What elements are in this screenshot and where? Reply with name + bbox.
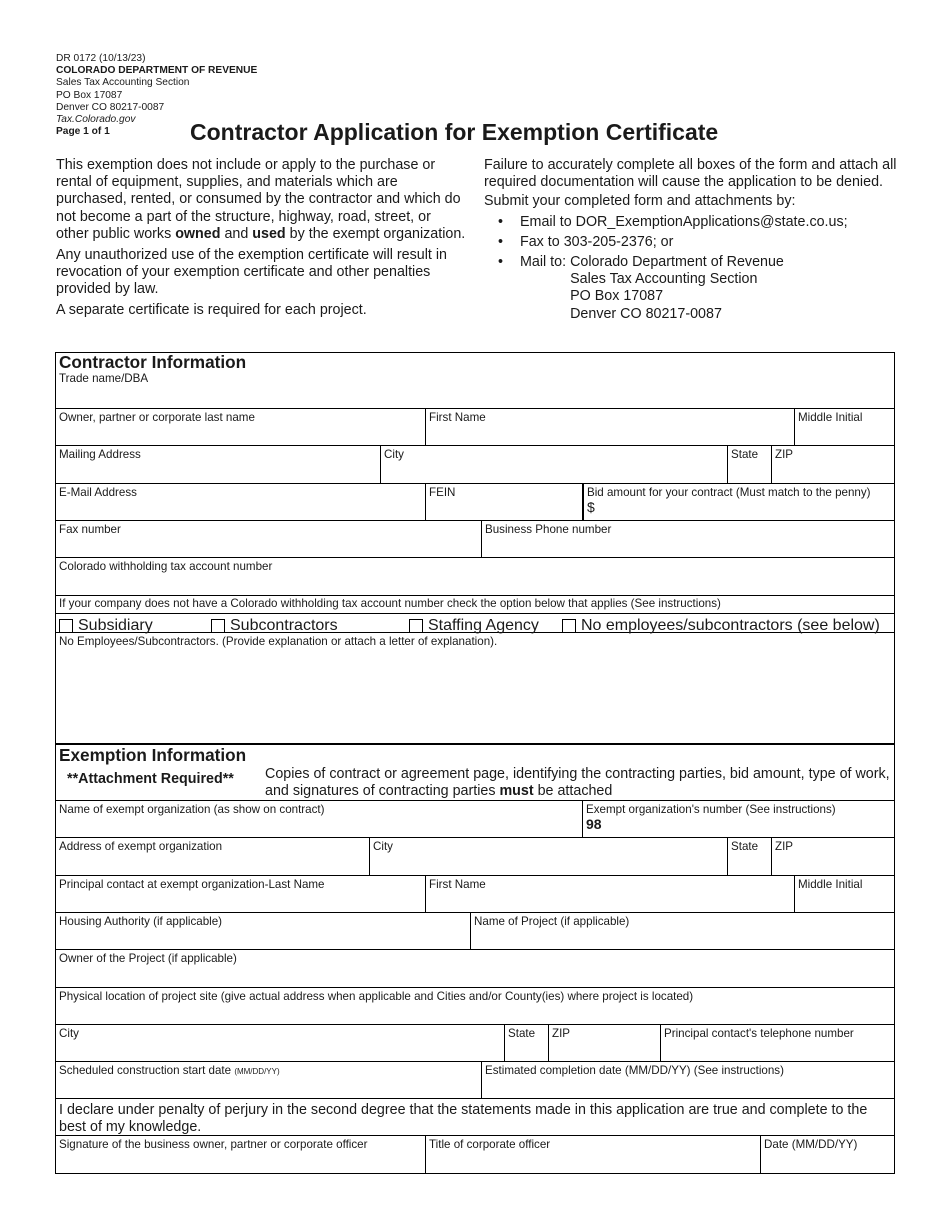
org-name-label: Name of exempt organization (as show on contract) bbox=[59, 803, 325, 816]
org-address-field[interactable] bbox=[56, 838, 369, 875]
org-name-field[interactable] bbox=[56, 801, 582, 837]
housing-row bbox=[56, 913, 894, 950]
last-name-label: Owner, partner or corporate last name bbox=[59, 411, 255, 424]
submit-heading: Submit your completed form and attachments by: bbox=[484, 193, 796, 210]
checkbox-box[interactable] bbox=[211, 619, 225, 633]
agency-po-box: PO Box 17087 bbox=[56, 89, 123, 101]
no-withholding-note-row bbox=[56, 596, 894, 614]
submit-fax bbox=[484, 234, 904, 251]
bid-amount-field[interactable] bbox=[582, 484, 894, 520]
no-employees-explain-field[interactable]: No Employees/Subcontractors. (Provide explanation or attach a letter of explanation). bbox=[59, 635, 498, 648]
fax-field[interactable] bbox=[56, 521, 481, 557]
project-name-label: Name of Project (if applicable) bbox=[474, 915, 630, 928]
project-city-field[interactable] bbox=[56, 1025, 504, 1061]
mailing-address-field[interactable] bbox=[56, 446, 380, 483]
contact-name-row bbox=[56, 876, 894, 913]
org-state-field[interactable] bbox=[727, 838, 771, 875]
org-state-label: State bbox=[731, 840, 759, 853]
intro-paragraph-3: A separate certificate is required for each project. bbox=[56, 301, 367, 318]
bullet: • bbox=[498, 213, 504, 230]
project-city-label: City bbox=[59, 1027, 79, 1040]
withholding-options-row bbox=[56, 614, 894, 633]
trade-name-field[interactable]: Trade name/DBA bbox=[59, 372, 149, 385]
dates-row bbox=[56, 1062, 894, 1099]
attachment-instructions bbox=[265, 766, 890, 800]
contact-middle-initial-label: Middle Initial bbox=[798, 878, 863, 891]
email-field[interactable] bbox=[56, 484, 425, 520]
zip-field[interactable] bbox=[771, 446, 894, 483]
officer-title-label: Title of corporate officer bbox=[429, 1138, 551, 1151]
org-address-label: Address of exempt organization bbox=[59, 840, 223, 853]
mail-prefix: Mail to: bbox=[520, 254, 567, 271]
bullet: • bbox=[498, 254, 504, 271]
mail-address bbox=[570, 254, 784, 323]
email-row bbox=[56, 484, 894, 521]
fein-label: FEIN bbox=[429, 486, 456, 499]
business-phone-field[interactable] bbox=[481, 521, 894, 557]
org-zip-field[interactable] bbox=[771, 838, 894, 875]
trade-name-row bbox=[56, 353, 894, 409]
no-employees-explain-row bbox=[56, 633, 894, 745]
checkbox-box[interactable] bbox=[562, 619, 576, 633]
contact-first-name-label: First Name bbox=[429, 878, 486, 891]
contact-first-name-field[interactable] bbox=[425, 876, 794, 912]
org-city-field[interactable] bbox=[369, 838, 727, 875]
bid-amount-label: Bid amount for your contract (Must match to the penny) bbox=[587, 486, 871, 499]
business-phone-label: Business Phone number bbox=[485, 523, 612, 536]
contact-last-name-field[interactable] bbox=[56, 876, 425, 912]
contact-phone-label: Principal contact's telephone number bbox=[664, 1027, 854, 1040]
project-owner-field[interactable]: Owner of the Project (if applicable) bbox=[59, 952, 237, 965]
agency-city: Denver CO 80217-0087 bbox=[56, 101, 165, 113]
start-date-label bbox=[56, 1062, 481, 1077]
state-label: State bbox=[731, 448, 759, 461]
signature-date-field[interactable] bbox=[760, 1136, 894, 1173]
mail-line: PO Box 17087 bbox=[570, 288, 664, 305]
attachment-row bbox=[56, 765, 894, 801]
contact-middle-initial-field[interactable] bbox=[794, 876, 894, 912]
org-number-label: Exempt organization's number (See instructions) bbox=[586, 803, 836, 816]
attachment-text: Copies of contract or agreement page, identifying the contracting parties, bid amount, type of work, and signatures of contracting parties bbox=[265, 766, 890, 800]
mail-block bbox=[520, 254, 904, 323]
checkbox-label: Subcontractors bbox=[230, 617, 338, 634]
intro-paragraph-2: Any unauthorized use of the exemption certificate will result in revocation of your exemption certificate and other penalties provided by law. bbox=[56, 246, 447, 297]
intro-used: used bbox=[252, 225, 286, 242]
project-state-label: State bbox=[508, 1027, 536, 1040]
project-zip-field[interactable] bbox=[548, 1025, 660, 1061]
signature-field[interactable] bbox=[56, 1136, 425, 1173]
mail-line: Sales Tax Accounting Section bbox=[570, 271, 758, 288]
form-number: DR 0172 (10/13/23) bbox=[56, 53, 146, 64]
signature-label: Signature of the business owner, partner or corporate officer bbox=[59, 1138, 368, 1151]
attachment-must: must bbox=[499, 783, 534, 800]
withholding-field[interactable]: Colorado withholding tax account number bbox=[59, 560, 273, 573]
middle-initial-field[interactable] bbox=[794, 409, 894, 445]
page-title: Contractor Application for Exemption Certificate bbox=[190, 119, 719, 145]
org-zip-label: ZIP bbox=[775, 840, 794, 853]
declaration-row bbox=[56, 1099, 894, 1136]
page-number: Page 1 of 1 bbox=[56, 126, 110, 138]
address-row bbox=[56, 446, 894, 484]
project-zip-label: ZIP bbox=[552, 1027, 571, 1040]
completion-date-field[interactable] bbox=[481, 1062, 894, 1098]
physical-location-field[interactable]: Physical location of project site (give actual address when applicable and Cities and/or County(ies) where project is located) bbox=[59, 990, 694, 1003]
attachment-required-label: **Attachment Required** bbox=[67, 771, 234, 787]
housing-authority-label: Housing Authority (if applicable) bbox=[59, 915, 223, 928]
submit-email bbox=[484, 214, 904, 231]
submit-methods bbox=[484, 214, 904, 323]
org-number-value: 98 bbox=[586, 816, 602, 832]
middle-initial-label: Middle Initial bbox=[798, 411, 863, 424]
signature-row bbox=[56, 1136, 894, 1173]
org-address-row bbox=[56, 838, 894, 876]
intro-owned: owned bbox=[175, 225, 221, 242]
checkbox-box[interactable] bbox=[409, 619, 423, 633]
project-state-field[interactable] bbox=[504, 1025, 548, 1061]
mail-line: Colorado Department of Revenue bbox=[570, 254, 784, 271]
contractor-section-heading: Contractor Information bbox=[59, 352, 247, 372]
owner-name-row bbox=[56, 409, 894, 446]
intro-and: and bbox=[220, 225, 253, 242]
org-city-label: City bbox=[373, 840, 393, 853]
project-city-row bbox=[56, 1025, 894, 1062]
intro-left bbox=[56, 157, 466, 322]
completion-date-label: Estimated completion date (MM/DD/YY) (See instructions) bbox=[485, 1064, 784, 1077]
exemption-heading-row bbox=[56, 745, 894, 765]
no-withholding-note: If your company does not have a Colorado withholding tax account number check the option below that applies (See instructions) bbox=[59, 597, 721, 610]
city-field[interactable] bbox=[380, 446, 727, 483]
last-name-field[interactable] bbox=[56, 409, 425, 445]
mailing-address-label: Mailing Address bbox=[59, 448, 141, 461]
intro-paragraph-1 bbox=[56, 157, 466, 243]
mail-line: Denver CO 80217-0087 bbox=[570, 305, 722, 322]
intro-text: This exemption does not include or apply to the purchase or rental of equipment, supplies, and materials which are purchased, rented, or consumed by the contractor and which do not become a part of the structure, highway, road, street, or other public works bbox=[56, 157, 461, 242]
first-name-field[interactable] bbox=[425, 409, 794, 445]
checkbox-label: Subsidiary bbox=[78, 617, 153, 634]
start-date-format: (MM/DD/YY) bbox=[234, 1067, 280, 1076]
application-form bbox=[55, 352, 895, 1174]
project-name-field[interactable] bbox=[470, 913, 894, 949]
start-date-field[interactable] bbox=[56, 1062, 481, 1098]
signature-date-label: Date (MM/DD/YY) bbox=[764, 1138, 858, 1151]
fax-row bbox=[56, 521, 894, 558]
contact-phone-field[interactable] bbox=[660, 1025, 894, 1061]
zip-label: ZIP bbox=[775, 448, 794, 461]
agency-section: Sales Tax Accounting Section bbox=[56, 77, 190, 89]
intro-right bbox=[484, 157, 904, 323]
project-owner-row bbox=[56, 950, 894, 988]
fax-label: Fax number bbox=[59, 523, 121, 536]
intro-warning: Failure to accurately complete all boxes of the form and attach all required documentation will cause the application to be denied. bbox=[484, 157, 897, 191]
checkbox-label: Staffing Agency bbox=[428, 617, 539, 634]
agency-name: COLORADO DEPARTMENT OF REVENUE bbox=[56, 65, 258, 77]
city-label: City bbox=[384, 448, 404, 461]
state-field[interactable] bbox=[727, 446, 771, 483]
physical-location-row bbox=[56, 988, 894, 1025]
submit-mail bbox=[484, 254, 904, 323]
checkbox-label: No employees/subcontractors (see below) bbox=[581, 617, 880, 634]
attachment-text-end: be attached bbox=[533, 783, 613, 800]
checkbox-box[interactable] bbox=[59, 619, 73, 633]
org-name-row bbox=[56, 801, 894, 838]
agency-website: Tax.Colorado.gov bbox=[56, 114, 136, 126]
officer-title-field[interactable] bbox=[425, 1136, 760, 1173]
housing-authority-field[interactable] bbox=[56, 913, 470, 949]
intro-end: by the exempt organization. bbox=[285, 225, 466, 242]
first-name-label: First Name bbox=[429, 411, 486, 424]
start-date-text: Scheduled construction start date bbox=[59, 1064, 232, 1077]
submit-fax-text: Fax to 303-205-2376; or bbox=[520, 233, 674, 250]
submit-email-text: Email to DOR_ExemptionApplications@state.co.us; bbox=[520, 213, 848, 230]
contact-last-name-label: Principal contact at exempt organization-Last Name bbox=[59, 878, 325, 891]
declaration-text: I declare under penalty of perjury in the second degree that the statements made in this application are true and complete to the best of my knowledge. bbox=[59, 1102, 868, 1135]
withholding-row bbox=[56, 558, 894, 596]
fein-field[interactable] bbox=[425, 484, 582, 520]
bullet: • bbox=[498, 233, 504, 250]
bid-dollar-sign: $ bbox=[587, 499, 595, 515]
email-label: E-Mail Address bbox=[59, 486, 137, 499]
exemption-section-heading: Exemption Information bbox=[59, 745, 247, 765]
org-number-field[interactable] bbox=[582, 801, 894, 837]
